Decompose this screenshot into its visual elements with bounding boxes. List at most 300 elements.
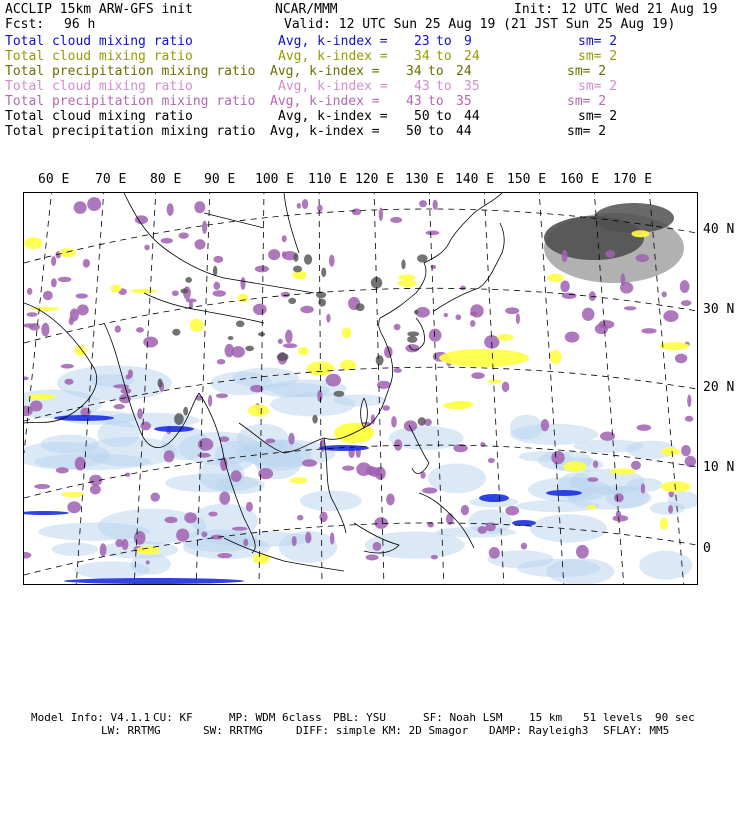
field-to-word: to (428, 64, 444, 79)
cloud-field-purple (150, 493, 160, 502)
cloud-field-purple (217, 553, 232, 558)
field-to-word: to (436, 49, 452, 64)
cloud-field-purple (685, 456, 696, 467)
cloud-field-purple (165, 517, 178, 524)
field-name: Total cloud mixing ratio (5, 79, 193, 94)
surface-layer-scheme: SFLAY: MM5 (603, 724, 670, 737)
cloud-field-purple (208, 395, 212, 407)
cloud-field-gray (258, 332, 265, 336)
cloud-field-yellow (487, 379, 501, 383)
cloud-field-purple (681, 445, 691, 456)
cloud-field-light-blue (650, 502, 685, 515)
cloud-field-purple (283, 343, 297, 348)
cloud-field-purple (224, 344, 234, 357)
cloud-field-blue (24, 511, 69, 515)
cloud-field-purple (521, 543, 527, 550)
cloud-field-gray (293, 253, 298, 262)
cloud-field-yellow (450, 401, 473, 407)
field-avg-label: Avg, k-index = (278, 109, 388, 124)
cloud-field-gray (245, 346, 254, 352)
longitude-label: 80 E (150, 172, 182, 187)
cloud-field-yellow (609, 469, 636, 475)
cloud-field-purple (43, 291, 53, 300)
cloud-field-gray (407, 336, 417, 343)
longitude-label: 140 E (455, 172, 495, 187)
field-k-to: 9 (464, 34, 472, 49)
cloud-field-purple (405, 344, 419, 352)
cloud-field-light-blue (639, 551, 692, 580)
cloud-field-purple (201, 532, 207, 538)
cloud-field-purple (330, 532, 334, 544)
cloud-field-purple (374, 517, 388, 529)
cloud-field-purple (176, 528, 189, 541)
cloud-field-purple (77, 304, 89, 315)
cloud-field-gray (180, 288, 188, 293)
cloud-field-purple (471, 372, 485, 379)
cloud-field-purple (431, 555, 438, 560)
cloud-field-yellow (28, 394, 56, 400)
latitude-label: 40 N (703, 222, 735, 237)
cloud-field-blue (154, 426, 194, 432)
cloud-field-dark-gray (594, 203, 674, 233)
microphysics-scheme: MP: WDM 6class (229, 711, 322, 724)
cloud-field-gray (183, 407, 188, 416)
cloud-field-light-blue (530, 514, 607, 542)
cloud-field-purple (240, 277, 245, 290)
valid-time: Valid: 12 UTC Sun 25 Aug 19 (21 JST Sun 25 Aug 19) (284, 17, 676, 32)
cloud-field-gray (414, 310, 418, 315)
cloud-field-yellow (61, 492, 85, 497)
model-info-line2 (31, 724, 670, 797)
cloud-field-purple (292, 536, 297, 546)
cloud-field-purple (281, 292, 290, 298)
vertical-levels: 51 levels (583, 711, 643, 724)
cloud-field-purple (64, 379, 73, 385)
latitude-label: 10 N (703, 460, 735, 475)
cloud-field-purple (87, 197, 101, 211)
field-smoothing: sm= 2 (578, 79, 618, 94)
cloud-field-yellow (439, 349, 529, 367)
cloud-field-purple (641, 328, 656, 334)
cloud-field-purple (113, 384, 129, 388)
cloud-field-yellow (660, 517, 668, 529)
cumulus-scheme: CU: KF (153, 711, 193, 724)
cloud-field-blue (546, 490, 582, 496)
longitude-label: 170 E (613, 172, 653, 187)
cloud-field-purple (621, 273, 626, 286)
cloud-field-purple (268, 249, 280, 260)
cloud-field-purple (641, 483, 645, 493)
cloud-field-purple (41, 323, 49, 337)
field-smoothing: sm= 2 (567, 94, 607, 109)
field-k-to: 24 (464, 49, 480, 64)
cloud-field-purple (356, 462, 371, 476)
field-k-to: 44 (464, 109, 480, 124)
cloud-field-purple (365, 554, 378, 560)
cloud-field-purple (680, 280, 690, 293)
cloud-field-light-blue (130, 554, 171, 575)
cloud-field-light-blue (300, 491, 361, 512)
longitude-label: 100 E (255, 172, 295, 187)
cloud-field-purple (51, 256, 56, 266)
cloud-field-purple (24, 552, 31, 558)
shortwave-scheme: SW: RRTMG (203, 724, 263, 737)
cloud-field-yellow (59, 248, 76, 257)
grid-resolution: 15 km (529, 711, 563, 724)
cloud-field-blue (319, 445, 369, 451)
cloud-field-purple (26, 312, 37, 317)
cloud-field-purple (681, 300, 692, 306)
map-canvas (24, 193, 697, 584)
longitude-label: 60 E (38, 172, 70, 187)
cloud-field-gray (213, 266, 217, 276)
cloud-field-light-blue (510, 415, 544, 440)
cloud-field-purple (126, 374, 131, 379)
cloud-field-purple (137, 408, 143, 419)
cloud-field-purple (636, 254, 649, 262)
field-avg-label: Avg, k-index = (278, 79, 388, 94)
cloud-field-purple (425, 231, 439, 236)
cloud-field-purple (246, 502, 253, 512)
cloud-field-purple (67, 501, 81, 513)
cloud-field-purple (219, 491, 230, 504)
cloud-field-purple (297, 203, 301, 209)
cloud-field-purple (326, 314, 330, 323)
cloud-field-gray (158, 378, 163, 387)
cloud-field-gray (407, 331, 419, 336)
cloud-field-yellow (253, 553, 270, 564)
cloud-field-purple (576, 545, 589, 559)
cloud-field-purple (255, 265, 269, 272)
cloud-field-purple (217, 359, 226, 364)
longitude-label: 130 E (405, 172, 445, 187)
cloud-field-purple (179, 232, 189, 238)
forecast-hour: 96 h (64, 17, 96, 32)
cloud-field-purple (505, 506, 519, 516)
longitude-label: 120 E (355, 172, 395, 187)
cloud-field-purple (195, 239, 206, 249)
cloud-field-yellow (661, 481, 691, 492)
surface-scheme: SF: Noah LSM (423, 711, 503, 724)
cloud-field-yellow (190, 319, 204, 332)
cloud-field-purple (140, 422, 151, 431)
field-avg-label: Avg, k-index = (278, 34, 388, 49)
cloud-field-purple (24, 376, 29, 380)
cloud-field-purple (587, 477, 598, 482)
longitude-label: 160 E (560, 172, 600, 187)
cloud-field-light-blue (428, 463, 486, 493)
cloud-field-gray (277, 353, 289, 361)
field-k-to: 35 (456, 94, 472, 109)
cloud-field-gray (321, 268, 326, 278)
cloud-field-purple (390, 217, 402, 223)
cloud-field-purple (300, 306, 314, 313)
cloud-field-purple (297, 515, 304, 520)
field-k-to: 35 (464, 79, 480, 94)
cloud-field-purple (136, 327, 144, 333)
field-name: Total precipitation mixing ratio (5, 94, 256, 109)
cloud-field-purple (565, 331, 580, 342)
cloud-field-blue (54, 415, 114, 421)
field-smoothing: sm= 2 (578, 109, 618, 124)
cloud-field-purple (161, 238, 173, 244)
cloud-field-purple (470, 320, 475, 327)
cloud-field-yellow (24, 237, 42, 249)
cloud-field-purple (419, 200, 427, 207)
cloud-field-gray (376, 355, 384, 365)
field-avg-label: Avg, k-index = (270, 94, 380, 109)
cloud-field-purple (433, 200, 438, 210)
field-to-word: to (428, 124, 444, 139)
cloud-field-gray (172, 329, 180, 336)
cloud-field-gray (228, 336, 234, 340)
cloud-field-purple (687, 395, 691, 408)
longitude-label: 70 E (95, 172, 127, 187)
cloud-field-purple (213, 282, 220, 290)
cloud-field-purple (444, 313, 448, 317)
cloud-field-gray (174, 413, 184, 425)
cloud-field-yellow (298, 347, 309, 355)
cloud-field-purple (431, 265, 436, 269)
cloud-field-purple (317, 390, 322, 402)
field-k-from: 34 (414, 49, 430, 64)
cloud-field-purple (198, 438, 214, 451)
cloud-field-yellow (497, 334, 513, 341)
cloud-field-purple (422, 487, 437, 493)
field-name: Total cloud mixing ratio (5, 49, 193, 64)
cloud-field-purple (593, 461, 598, 468)
cloud-field-purple (134, 531, 146, 545)
field-name: Total cloud mixing ratio (5, 34, 193, 49)
cloud-field-purple (582, 308, 595, 321)
cloud-field-yellow (111, 284, 122, 292)
model-info-version: Model Info: V4.1.1 (31, 711, 151, 724)
cloud-field-gray (293, 266, 302, 273)
field-k-to: 44 (456, 124, 472, 139)
cloud-field-purple (83, 259, 90, 268)
cloud-field-purple (373, 542, 382, 551)
cloud-field-yellow (290, 477, 308, 483)
cloud-field-purple (461, 505, 469, 515)
cloud-field-yellow (659, 342, 689, 350)
cloud-field-gray (236, 320, 245, 327)
cloud-field-purple (74, 201, 87, 214)
field-smoothing: sm= 2 (567, 124, 607, 139)
field-name: Total cloud mixing ratio (5, 109, 193, 124)
cloud-field-purple (172, 290, 179, 296)
cloud-field-purple (115, 325, 121, 332)
field-to-word: to (436, 34, 452, 49)
field-smoothing: sm= 2 (578, 34, 618, 49)
cloud-field-purple (115, 539, 123, 547)
cloud-field-purple (488, 458, 495, 463)
forecast-label: Fcst: (5, 17, 45, 32)
cloud-field-gray (304, 254, 312, 264)
cloud-field-light-blue (165, 474, 259, 493)
cloud-field-purple (631, 461, 641, 470)
field-k-to: 24 (456, 64, 472, 79)
init-time: Init: 12 UTC Wed 21 Aug 19 (514, 2, 718, 17)
cloud-field-yellow (550, 350, 562, 364)
cloud-field-light-blue (38, 522, 150, 540)
cloud-field-purple (384, 346, 393, 358)
cloud-field-purple (668, 505, 673, 514)
cloud-field-light-blue (52, 542, 99, 556)
cloud-field-purple (305, 532, 311, 544)
cloud-field-purple (146, 560, 150, 564)
cloud-field-purple (460, 286, 466, 291)
cloud-field-purple (624, 306, 637, 310)
cloud-field-purple (288, 433, 294, 445)
cloud-field-purple (394, 324, 401, 330)
cloud-field-purple (27, 288, 32, 295)
cloud-field-yellow (136, 546, 161, 554)
cloud-field-purple (144, 245, 149, 251)
cloud-field-purple (600, 431, 615, 440)
field-to-word: to (436, 109, 452, 124)
longwave-scheme: LW: RRTMG (101, 724, 161, 737)
cloud-field-purple (51, 278, 57, 287)
cloud-field-purple (455, 314, 461, 320)
damping-scheme: DAMP: Rayleigh3 (489, 724, 589, 737)
cloud-field-gray (356, 303, 365, 311)
cloud-field-light-blue (528, 477, 611, 501)
cloud-field-purple (143, 337, 158, 348)
field-k-from: 43 (406, 94, 422, 109)
cloud-field-purple (551, 451, 564, 464)
cloud-field-gray (333, 391, 344, 397)
cloud-field-purple (167, 203, 174, 216)
cloud-field-purple (605, 250, 615, 258)
center-label: NCAR/MMM (275, 2, 338, 17)
cloud-field-purple (34, 484, 50, 489)
cloud-field-light-blue (40, 435, 98, 454)
cloud-field-purple (562, 250, 568, 262)
field-to-word: to (428, 94, 444, 109)
cloud-field-yellow (547, 274, 563, 282)
cloud-field-purple (208, 512, 217, 517)
cloud-field-purple (429, 329, 442, 342)
cloud-field-purple (100, 543, 107, 556)
cloud-field-yellow (130, 289, 157, 294)
model-title: ACCLIP 15km ARW-GFS init (5, 2, 193, 17)
cloud-field-purple (231, 470, 242, 482)
cloud-field-yellow (586, 505, 596, 509)
cloud-field-purple (319, 512, 327, 523)
cloud-field-purple (282, 235, 287, 242)
cloud-field-yellow (342, 327, 352, 338)
cloud-field-purple (232, 527, 248, 531)
cloud-field-purple (599, 320, 615, 329)
cloud-field-purple (393, 368, 401, 373)
cloud-field-purple (502, 382, 510, 392)
latitude-label: 30 N (703, 302, 735, 317)
cloud-field-purple (489, 547, 500, 559)
cloud-field-purple (198, 453, 211, 458)
cloud-field-purple (329, 255, 335, 267)
cloud-field-purple (637, 424, 652, 430)
cloud-field-purple (61, 364, 74, 369)
cloud-field-gray (417, 254, 427, 262)
cloud-field-purple (213, 290, 226, 297)
cloud-field-purple (685, 416, 693, 422)
cloud-field-yellow (340, 360, 357, 370)
field-avg-label: Avg, k-index = (270, 124, 380, 139)
longitude-label: 110 E (308, 172, 348, 187)
cloud-field-gray (185, 277, 192, 283)
field-k-from: 34 (406, 64, 422, 79)
cloud-field-purple (663, 310, 678, 322)
field-k-from: 23 (414, 34, 430, 49)
cloud-field-yellow (563, 461, 586, 472)
cloud-field-purple (186, 298, 197, 302)
cloud-field-purple (213, 256, 223, 263)
cloud-field-yellow (238, 294, 249, 303)
cloud-field-gray (418, 417, 426, 426)
cloud-field-purple (164, 450, 175, 462)
cloud-field-purple (478, 526, 487, 534)
field-avg-label: Avg, k-index = (278, 49, 388, 64)
cloud-field-purple (75, 457, 86, 471)
cloud-field-yellow (398, 274, 415, 281)
cloud-field-purple (56, 467, 69, 473)
cloud-field-light-blue (97, 421, 139, 447)
cloud-field-purple (216, 393, 228, 398)
cloud-field-blue (64, 578, 244, 584)
field-name: Total precipitation mixing ratio (5, 64, 256, 79)
cloud-field-purple (282, 251, 286, 257)
longitude-label: 90 E (204, 172, 236, 187)
cloud-field-purple (302, 199, 308, 209)
field-k-from: 50 (414, 109, 430, 124)
cloud-field-gray (401, 259, 405, 269)
cloud-field-purple (662, 291, 667, 297)
cloud-field-purple (516, 313, 520, 324)
cloud-field-purple (675, 354, 687, 364)
cloud-field-purple (196, 395, 203, 400)
cloud-field-gray (312, 415, 317, 424)
cloud-field-yellow (75, 345, 87, 356)
cloud-field-purple (76, 293, 88, 298)
field-name: Total precipitation mixing ratio (5, 124, 256, 139)
cloud-field-light-blue (435, 527, 516, 538)
cloud-field-purple (352, 208, 362, 215)
cloud-field-purple (470, 304, 483, 317)
cloud-field-purple (285, 330, 293, 343)
cloud-field-purple (394, 439, 402, 450)
field-to-word: to (436, 79, 452, 94)
cloud-field-purple (114, 404, 125, 409)
cloud-field-purple (58, 277, 72, 282)
cloud-field-purple (505, 307, 519, 314)
cloud-field-purple (541, 419, 549, 431)
latitude-label: 20 N (703, 380, 735, 395)
field-smoothing: sm= 2 (567, 64, 607, 79)
cloud-field-purple (202, 221, 207, 234)
cloud-field-purple (386, 494, 395, 506)
field-k-from: 43 (414, 79, 430, 94)
cloud-field-purple (326, 374, 341, 387)
cloud-field-purple (404, 420, 417, 431)
cloud-field-light-blue (546, 558, 614, 584)
cloud-field-purple (614, 493, 624, 502)
field-smoothing: sm= 2 (578, 49, 618, 64)
cloud-field-purple (302, 459, 317, 466)
cloud-field-purple (560, 280, 570, 292)
cloud-field-purple (184, 512, 197, 523)
cloud-field-purple (253, 304, 267, 316)
cloud-field-purple (194, 201, 205, 213)
